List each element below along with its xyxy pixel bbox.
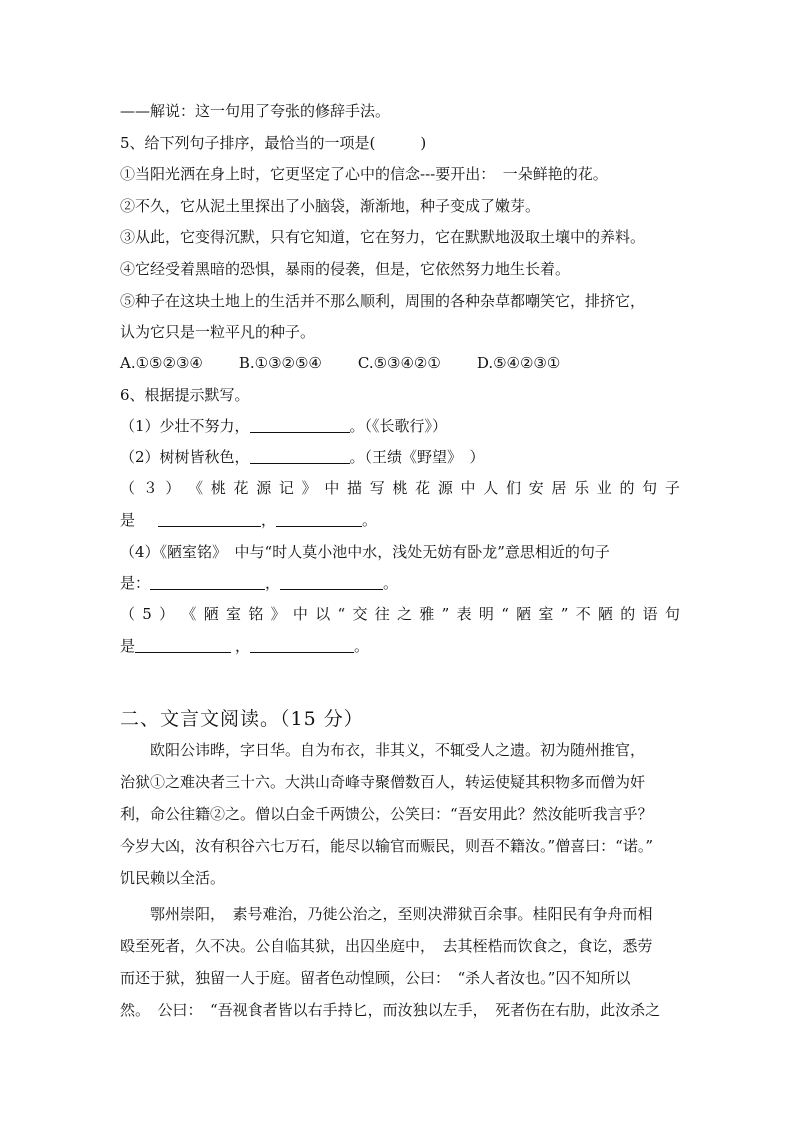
prompt-char: 桃 (392, 479, 408, 497)
prompt-char: 记 (278, 479, 294, 497)
comma: ， (265, 574, 281, 592)
passage-line: 饥民赖以全活。 (120, 869, 226, 887)
prompt-char: 中 (292, 605, 308, 623)
prompt-char: 交 (352, 605, 368, 623)
passage-line: 然。 公曰： “吾视食者皆以右手持匕，而汝独以左手， 死者伤在右肋，此汝杀之 (120, 1001, 661, 1019)
q6-5-prompt (120, 604, 680, 624)
prompt-char: 《 (188, 479, 204, 497)
prompt-char: 花 (233, 479, 249, 497)
prompt-char: 花 (415, 479, 431, 497)
q6-sub-4-line2 (120, 573, 398, 593)
prompt-char: 《 (181, 605, 197, 623)
prompt-char: 陋 (516, 605, 532, 623)
prompt-char: 不 (575, 605, 591, 623)
prompt-char: 源 (256, 479, 272, 497)
prompt-char: 之 (397, 605, 413, 623)
q6-sub-4-line1: （4）《陋室铭》 中与“时人莫小池中水，浅处无妨有卧龙”意思相近的句子 (120, 543, 610, 561)
prompt-char: 室 (538, 605, 554, 623)
question-6-stem: 6、根据提示默写。 (120, 386, 250, 404)
intro-line: ——解说：这一句用了夸张的修辞手法。 (120, 102, 391, 120)
prompt-char: 陋 (203, 605, 219, 623)
comma: ， (261, 511, 277, 529)
passage-line: 治狱①之难决者三十六。大洪山奇峰寺聚僧数百人，转运使疑其积物多而僧为奸 (120, 773, 646, 791)
prompt-char: 居 (551, 479, 567, 497)
prompt-char: ” (441, 605, 450, 623)
q6-2-source: 。（王绩《野望》 ） (349, 448, 485, 466)
prompt-char: ３ (142, 479, 158, 497)
option-d[interactable]: D.⑤④②③① (476, 354, 561, 372)
passage-line: 殴至死者，久不决。公自临其狱，出囚坐庭中， 去其桎梏而饮食之，食讫，悉劳 (120, 937, 653, 955)
prompt-char: 表 (456, 605, 472, 623)
q5-item-4: ④它经受着黑暗的恐惧，暴雨的侵袭，但是，它依然努力地生长着。 (120, 260, 571, 278)
prompt-char: 们 (505, 479, 521, 497)
q6-sub-5-line1 (120, 604, 680, 624)
q6-2-prompt: （2）树树皆秋色， (120, 448, 250, 466)
q6-sub-3-line2 (120, 510, 377, 530)
answer-blank[interactable] (280, 574, 383, 590)
prompt-char: 室 (226, 605, 242, 623)
answer-blank[interactable] (250, 448, 350, 464)
prompt-char: 句 (642, 479, 658, 497)
passage-line: 鄂州崇阳， 素号难治，乃徙公治之，至则决滞狱百余事。桂阳民有争舟而相 (120, 905, 653, 923)
passage-line: 今岁大凶，汝有积谷六七万石，能尽以输官而赈民，则吾不籍汝。”僧喜曰：“诺。” (120, 837, 654, 855)
passage-line: 利，命公往籍②之。僧以白金千两馈公，公笑曰：“吾安用此？然汝能听我言乎？ (120, 805, 653, 823)
period: 。 (383, 574, 399, 592)
option-c[interactable]: C.⑤③④②① (357, 354, 441, 372)
answer-blank[interactable] (150, 574, 265, 590)
answer-blank[interactable] (158, 511, 261, 527)
prompt-char: 子 (664, 479, 680, 497)
q6-sub-5-line2 (120, 636, 369, 656)
option-a[interactable]: A.①⑤②③④ (120, 354, 203, 372)
q6-3-lead: 是 (120, 511, 151, 529)
prompt-char: 铭 (248, 605, 264, 623)
prompt-char: 明 (478, 605, 494, 623)
q6-sub-1 (120, 416, 447, 436)
prompt-char: “ (337, 605, 346, 623)
q6-sub-3-line1 (120, 478, 680, 498)
prompt-char: 中 (324, 479, 340, 497)
q6-4-lead: 是： (120, 574, 151, 592)
prompt-char: 乐 (574, 479, 590, 497)
period: 。 (354, 637, 370, 655)
prompt-char: 》 (270, 605, 286, 623)
prompt-char: 的 (619, 479, 635, 497)
q5-item-2: ②不久，它从泥土里探出了小脑袋，渐渐地，种子变成了嫩芽。 (120, 197, 541, 215)
answer-blank[interactable] (250, 637, 354, 653)
q5-item-1: ①当阳光洒在身上时，它更坚定了心中的信念---要开出： 一朵鲜艳的花。 (120, 165, 608, 183)
period: 。 (362, 511, 378, 529)
prompt-char: 语 (642, 605, 658, 623)
q5-item-5-cont: 认为它只是一粒平凡的种子。 (120, 323, 316, 341)
q6-5-lead: 是 (120, 637, 136, 655)
prompt-char: 人 (483, 479, 499, 497)
prompt-char: ” (560, 605, 569, 623)
prompt-char: 往 (374, 605, 390, 623)
prompt-char: 以 (315, 605, 331, 623)
answer-blank[interactable] (250, 417, 350, 433)
option-b[interactable]: B.①③②⑤④ (238, 354, 322, 372)
q5-options (120, 353, 560, 373)
prompt-char: 雅 (419, 605, 435, 623)
prompt-char: ） (159, 605, 175, 623)
prompt-char: “ (501, 605, 509, 623)
answer-blank[interactable] (276, 511, 362, 527)
section-heading: 二、文言文阅读。（15 分） (120, 708, 364, 730)
question-5-stem: 5、给下列句子排序，最恰当的一项是( ) (120, 134, 427, 152)
answer-blank[interactable] (135, 637, 231, 653)
prompt-char: （ (120, 605, 136, 623)
comma: ， (235, 637, 251, 655)
q6-1-source: 。（《长歌行》） (349, 417, 448, 435)
prompt-char: 5 (142, 605, 152, 623)
prompt-char: 描 (347, 479, 363, 497)
prompt-char: 的 (620, 605, 636, 623)
prompt-char: （ (120, 479, 136, 497)
prompt-char: 安 (528, 479, 544, 497)
passage-line: 而还于狱，独留一人于庭。留者色动惶顾，公曰： “杀人者汝也。”囚不知所以 (120, 969, 631, 987)
prompt-char: 陋 (597, 605, 613, 623)
q5-item-3: ③从此，它变得沉默，只有它知道，它在努力，它在默默地汲取土壤中的养料。 (120, 228, 646, 246)
q6-sub-2 (120, 447, 485, 467)
prompt-char: 写 (369, 479, 385, 497)
passage-line: 欧阳公讳晔，字日华。自为布衣，非其义，不辄受人之遗。初为随州推官， (120, 741, 646, 759)
prompt-char: 源 (437, 479, 453, 497)
q6-3-prompt (120, 478, 680, 498)
prompt-char: 句 (664, 605, 680, 623)
prompt-char: 》 (301, 479, 317, 497)
q5-item-5: ⑤种子在这块土地上的生活并不那么顺利，周围的各种杂草都嘲笑它，排挤它， (120, 292, 646, 310)
prompt-char: 中 (460, 479, 476, 497)
prompt-char: 桃 (210, 479, 226, 497)
prompt-char: ） (165, 479, 181, 497)
q6-1-prompt: （1）少壮不努力， (120, 417, 250, 435)
prompt-char: 业 (596, 479, 612, 497)
